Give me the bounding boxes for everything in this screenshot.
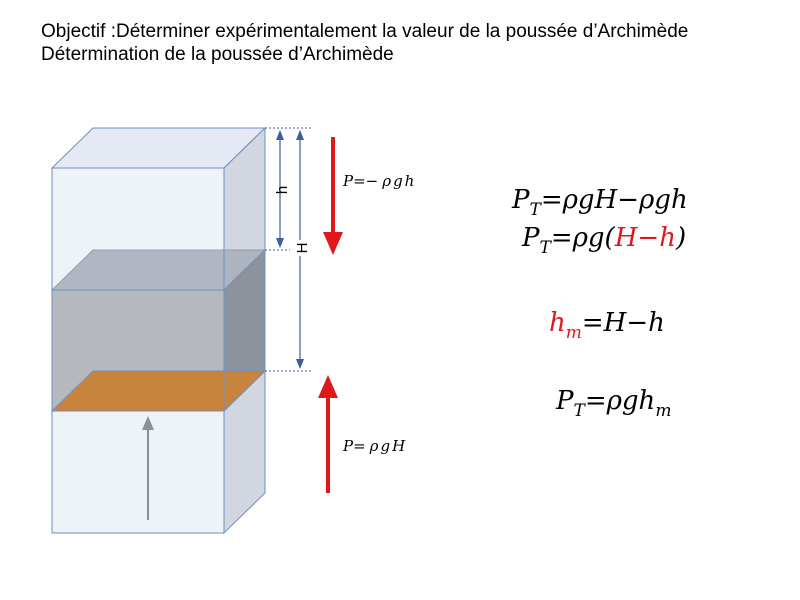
top-force-label: P=− ρ g h (343, 172, 415, 190)
equation-2: $P_T=\rho g(H-h)$ (522, 223, 687, 258)
dimension-h (274, 130, 291, 248)
dimension-H-label: H (294, 242, 311, 254)
objective-text: Objectif :Déterminer expérimentalement la valeur de la poussée d’Archimède (41, 21, 689, 42)
equation-1: $P_T=\rho gH-\rho gh$ (512, 185, 688, 220)
section-title: Détermination de la poussée d’Archimède (41, 44, 394, 65)
dimension-h-label: h (274, 185, 291, 195)
bottom-force-label: P= ρ g H (343, 437, 406, 455)
submerged-object (52, 250, 265, 411)
downward-force-arrow (323, 137, 343, 255)
equation-3: $h_m=H-h$ (549, 308, 665, 343)
upward-force-arrow (318, 375, 338, 493)
dimension-H (292, 130, 311, 369)
equation-4: $P_T=\rho gh_m$ (556, 386, 672, 421)
